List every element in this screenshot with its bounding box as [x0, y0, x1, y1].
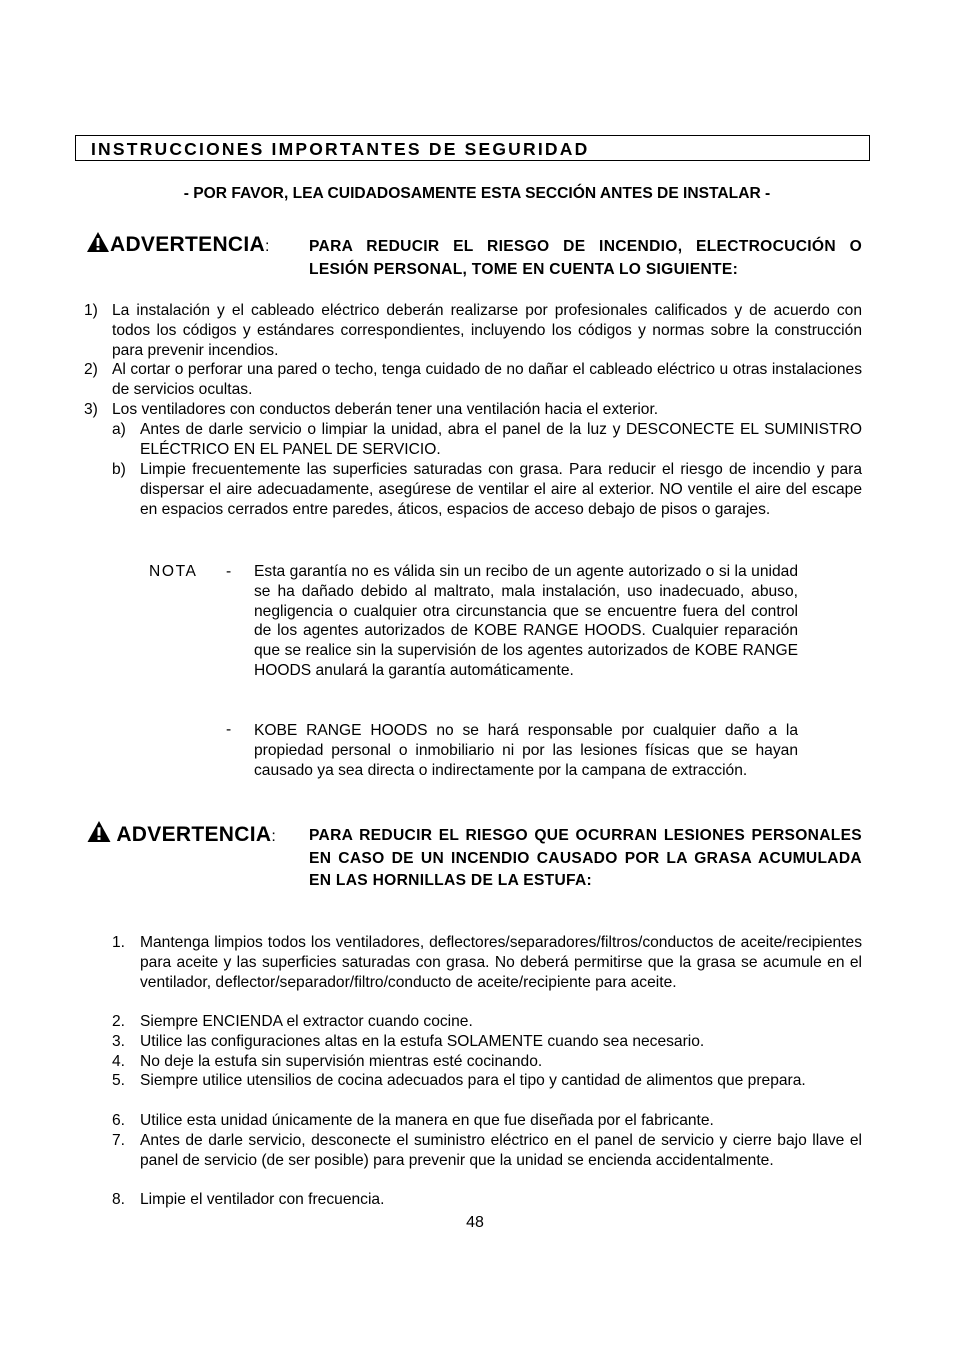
list-item-number: a) [112, 421, 126, 438]
list-item-text: Utilice esta unidad únicamente de la manera en que fue diseñada por el fabricante. [140, 1112, 714, 1129]
nota-label: NOTA [149, 563, 198, 580]
list-item-text: Antes de darle servicio o limpiar la unidad, abra el panel de la luz y DESCONECTE EL SUMINISTRO ELÉCTRICO EN EL PANEL DE SERVICIO. [140, 421, 862, 458]
warning-text-1: PARA REDUCIR EL RIESGO DE INCENDIO, ELECTROCUCIÓN O LESIÓN PERSONAL, TOME EN CUENTA LO SIGUIENTE: [309, 238, 862, 278]
list-item-text: Mantenga limpios todos los ventiladores, deflectores/separadores/filtros/conductos de aceite/recipientes para aceite y las superficies saturadas con grasa. No deberá permitirse que la grasa se acumule en el ventilador, deflector/separador/filtro/conducto de aceite/recipiente para aceite. [140, 934, 862, 991]
list-item-number: 1. [112, 934, 126, 951]
warning-triangle-icon [86, 231, 110, 258]
nota-item-2: KOBE RANGE HOODS no se hará responsable por cualquier daño a la propiedad personal o inmobiliario ni por las lesiones físicas que se hayan causado ya sea directa o indirectamente por la campana de extracción. [254, 722, 798, 779]
list-item-text: Los ventiladores con conductos deberán tener una ventilación hacia el exterior. [112, 401, 659, 418]
list-item-number: 6. [112, 1112, 126, 1129]
warning-label-2 [86, 820, 276, 848]
list-item-text: Utilice las configuraciones altas en la estufa SOLAMENTE cuando sea necesario. [140, 1033, 705, 1050]
section-title-box [75, 135, 870, 161]
list-item-number: 7. [112, 1132, 126, 1149]
list-item-number: 1) [84, 302, 98, 319]
list-item-text: Limpie frecuentemente las superficies saturadas con grasa. Para reducir el riesgo de incendio y para dispersar el aire adecuadamente, asegúrese de ventilar el aire al exterior. NO ventile el aire del escape en espacios cerrados entre paredes, áticos, espacios de acceso debajo de pisos o garajes. [140, 461, 862, 518]
list-item-number: b) [112, 461, 126, 478]
warning-triangle-icon [86, 820, 112, 848]
list-item-text: La instalación y el cableado eléctrico deberán realizarse por profesionales calificados y de acuerdo con todos los códigos y estándares correspondientes, incluyendo los códigos y normas sobre la construcción para prevenir incendios. [112, 302, 862, 359]
warning-colon: : [271, 828, 276, 845]
list-item-text: Al cortar o perforar una pared o techo, tenga cuidado de no dañar el cableado eléctrico u otras instalaciones de servicios ocultas. [112, 361, 862, 398]
page-number: 48 [466, 1214, 484, 1231]
warning-text-2: PARA REDUCIR EL RIESGO QUE OCURRAN LESIONES PERSONALES EN CASO DE UN INCENDIO CAUSADO POR LA GRASA ACUMULADA EN LAS HORNILLAS DE LA ESTUFA: [309, 827, 862, 889]
list-item-text: Antes de darle servicio, desconecte el suministro eléctrico en el panel de servicio y cierre bajo llave el panel de servicio (de ser posible) para prevenir que la unidad se encienda accidentalmente. [140, 1132, 862, 1169]
list-item-number: 4. [112, 1053, 126, 1070]
warning-word: ADVERTENCIA [110, 233, 265, 256]
list-item-number: 8. [112, 1191, 126, 1208]
list-item-number: 5. [112, 1072, 126, 1089]
list-item-text: Siempre utilice utensilios de cocina adecuados para el tipo y cantidad de alimentos que prepara. [140, 1072, 806, 1089]
list-item-number: 3. [112, 1033, 126, 1050]
list-item-text: No deje la estufa sin supervisión mientras esté cocinando. [140, 1053, 543, 1070]
nota-item-1: Esta garantía no es válida sin un recibo de un agente autorizado o si la unidad se ha dañado debido al maltrato, mala instalación, uso inadecuado, abuso, negligencia o cualquier otra circunstancia que se encuentre fuera del control de los agentes autorizados de KOBE RANGE HOODS. Cualquier reparación que se realice sin la supervisión de los agentes autorizados de KOBE RANGE HOODS anulará la garantía automáticamente. [254, 563, 798, 679]
list-item-text: Limpie el ventilador con frecuencia. [140, 1191, 385, 1208]
warning-colon: : [264, 238, 270, 255]
list-item-text: Siempre ENCIENDA el extractor cuando cocine. [140, 1013, 473, 1030]
warning-label-1 [86, 231, 269, 258]
nota-dash-2: - [226, 721, 232, 738]
list-item-number: 2. [112, 1013, 126, 1030]
read-carefully-notice: - POR FAVOR, LEA CUIDADOSAMENTE ESTA SECCIÓN ANTES DE INSTALAR - [183, 185, 771, 202]
list-item-number: 3) [84, 401, 98, 418]
nota-dash-1: - [226, 563, 232, 580]
warning-word: ADVERTENCIA [116, 823, 272, 846]
list-item-number: 2) [84, 361, 98, 378]
section-title: INSTRUCCIONES IMPORTANTES DE SEGURIDAD [91, 139, 590, 159]
